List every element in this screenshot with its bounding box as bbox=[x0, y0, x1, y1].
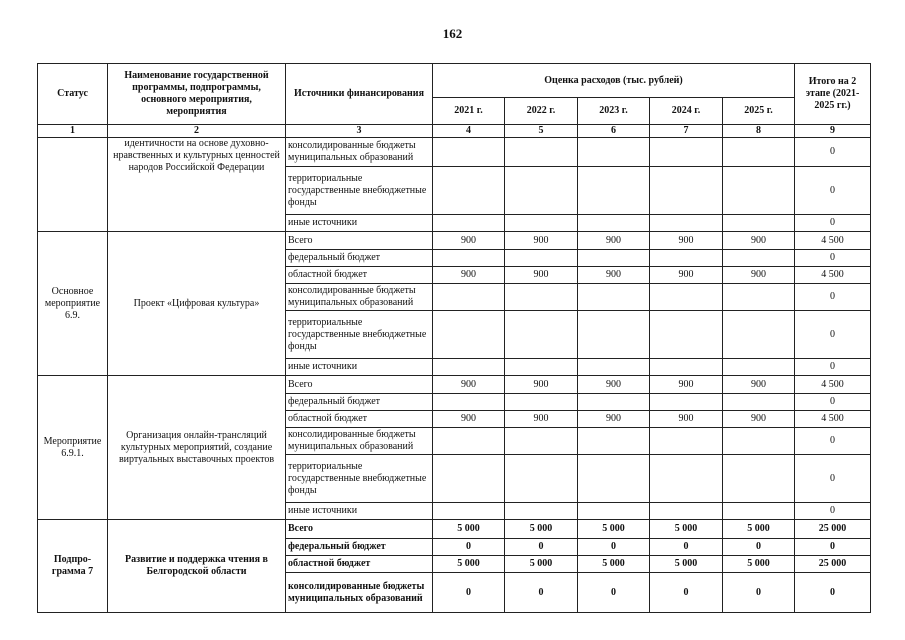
funding-source-cell: областной бюджет bbox=[286, 267, 433, 284]
column-number: 3 bbox=[286, 125, 433, 138]
funding-source-cell: консолидированные бюджеты муниципальных образований bbox=[286, 573, 433, 613]
funding-source-cell: консолидированные бюджеты муниципальных образований bbox=[286, 284, 433, 311]
year-value-cell bbox=[723, 428, 795, 455]
year-value-cell bbox=[505, 503, 578, 520]
column-number: 7 bbox=[650, 125, 723, 138]
year-value-cell bbox=[723, 359, 795, 376]
year-value-cell: 0 bbox=[578, 573, 650, 613]
table-body bbox=[38, 125, 871, 613]
header-year: 2025 г. bbox=[723, 98, 795, 125]
year-value-cell: 900 bbox=[650, 267, 723, 284]
total-value-cell: 4 500 bbox=[795, 411, 871, 428]
year-value-cell bbox=[723, 138, 795, 167]
year-value-cell: 900 bbox=[505, 376, 578, 394]
year-value-cell bbox=[723, 311, 795, 359]
year-value-cell bbox=[578, 284, 650, 311]
year-value-cell bbox=[650, 138, 723, 167]
year-value-cell: 900 bbox=[433, 376, 505, 394]
program-name-cell: Организация онлайн-трансляций культурных мероприятий, создание виртуальных выставочных проектов bbox=[108, 376, 286, 520]
total-value-cell: 0 bbox=[795, 455, 871, 503]
funding-source-cell: Всего bbox=[286, 520, 433, 539]
year-value-cell bbox=[578, 503, 650, 520]
program-name-cell: Развитие и поддержка чтения в Белгородской области bbox=[108, 520, 286, 613]
year-value-cell bbox=[723, 167, 795, 215]
year-value-cell bbox=[433, 503, 505, 520]
header-year: 2024 г. bbox=[650, 98, 723, 125]
year-value-cell: 0 bbox=[505, 573, 578, 613]
year-value-cell: 5 000 bbox=[433, 556, 505, 573]
header-estimate: Оценка расходов (тыс. рублей) bbox=[433, 64, 795, 98]
funding-source-cell: Всего bbox=[286, 376, 433, 394]
column-number: 8 bbox=[723, 125, 795, 138]
year-value-cell: 900 bbox=[578, 376, 650, 394]
year-value-cell bbox=[650, 311, 723, 359]
funding-source-cell: территориальные государственные внебюджетные фонды bbox=[286, 311, 433, 359]
year-value-cell bbox=[433, 284, 505, 311]
year-value-cell bbox=[723, 250, 795, 267]
year-value-cell bbox=[650, 250, 723, 267]
year-value-cell bbox=[578, 428, 650, 455]
funding-source-cell: территориальные государственные внебюджетные фонды bbox=[286, 455, 433, 503]
year-value-cell bbox=[505, 167, 578, 215]
funding-source-cell: Всего bbox=[286, 232, 433, 250]
status-cell: Мероприятие 6.9.1. bbox=[38, 376, 108, 520]
total-value-cell: 0 bbox=[795, 167, 871, 215]
year-value-cell bbox=[433, 455, 505, 503]
total-value-cell: 0 bbox=[795, 573, 871, 613]
year-value-cell: 0 bbox=[433, 539, 505, 556]
funding-source-cell: консолидированные бюджеты муниципальных образований bbox=[286, 428, 433, 455]
total-value-cell: 4 500 bbox=[795, 267, 871, 284]
year-value-cell: 5 000 bbox=[650, 556, 723, 573]
year-value-cell: 900 bbox=[433, 232, 505, 250]
year-value-cell: 900 bbox=[578, 267, 650, 284]
year-value-cell bbox=[433, 394, 505, 411]
year-value-cell bbox=[650, 284, 723, 311]
year-value-cell bbox=[505, 394, 578, 411]
total-value-cell: 25 000 bbox=[795, 556, 871, 573]
year-value-cell bbox=[723, 215, 795, 232]
year-value-cell bbox=[505, 250, 578, 267]
status-cell: Основное мероприятие 6.9. bbox=[38, 232, 108, 376]
year-value-cell: 0 bbox=[578, 539, 650, 556]
year-value-cell: 0 bbox=[723, 573, 795, 613]
funding-source-cell: консолидированные бюджеты муниципальных образований bbox=[286, 138, 433, 167]
header-year: 2023 г. bbox=[578, 98, 650, 125]
total-value-cell: 4 500 bbox=[795, 232, 871, 250]
total-value-cell: 0 bbox=[795, 215, 871, 232]
year-value-cell: 900 bbox=[578, 232, 650, 250]
column-number: 2 bbox=[108, 125, 286, 138]
year-value-cell: 5 000 bbox=[723, 556, 795, 573]
year-value-cell: 5 000 bbox=[505, 520, 578, 539]
status-cell: Подпро-грамма 7 bbox=[38, 520, 108, 613]
year-value-cell: 5 000 bbox=[650, 520, 723, 539]
total-value-cell: 0 bbox=[795, 284, 871, 311]
column-number: 9 bbox=[795, 125, 871, 138]
total-value-cell: 0 bbox=[795, 250, 871, 267]
year-value-cell bbox=[505, 215, 578, 232]
header-name: Наименование государственной программы, подпрограммы, основного мероприятия, мероприятия bbox=[108, 64, 286, 125]
column-number: 1 bbox=[38, 125, 108, 138]
table-row bbox=[38, 376, 871, 394]
funding-source-cell: областной бюджет bbox=[286, 556, 433, 573]
year-value-cell bbox=[578, 215, 650, 232]
year-value-cell: 900 bbox=[650, 411, 723, 428]
year-value-cell: 900 bbox=[650, 232, 723, 250]
column-number-row bbox=[38, 125, 871, 138]
column-number: 5 bbox=[505, 125, 578, 138]
year-value-cell: 900 bbox=[723, 232, 795, 250]
year-value-cell bbox=[578, 359, 650, 376]
year-value-cell: 5 000 bbox=[505, 556, 578, 573]
total-value-cell: 0 bbox=[795, 428, 871, 455]
year-value-cell: 5 000 bbox=[578, 520, 650, 539]
year-value-cell: 900 bbox=[578, 411, 650, 428]
year-value-cell: 900 bbox=[723, 267, 795, 284]
year-value-cell bbox=[578, 311, 650, 359]
total-value-cell: 0 bbox=[795, 394, 871, 411]
year-value-cell: 900 bbox=[505, 232, 578, 250]
year-value-cell bbox=[578, 455, 650, 503]
total-value-cell: 0 bbox=[795, 539, 871, 556]
year-value-cell: 900 bbox=[723, 411, 795, 428]
year-value-cell bbox=[505, 428, 578, 455]
year-value-cell bbox=[433, 250, 505, 267]
year-value-cell: 900 bbox=[505, 411, 578, 428]
year-value-cell: 0 bbox=[650, 539, 723, 556]
year-value-cell bbox=[505, 455, 578, 503]
year-value-cell bbox=[650, 428, 723, 455]
column-number: 6 bbox=[578, 125, 650, 138]
year-value-cell: 0 bbox=[723, 539, 795, 556]
total-value-cell: 0 bbox=[795, 503, 871, 520]
year-value-cell: 5 000 bbox=[433, 520, 505, 539]
year-value-cell bbox=[723, 455, 795, 503]
program-name-cell: Проект «Цифровая культура» bbox=[108, 232, 286, 376]
total-value-cell: 25 000 bbox=[795, 520, 871, 539]
year-value-cell bbox=[578, 138, 650, 167]
header-total: Итого на 2 этапе (2021-2025 гг.) bbox=[795, 64, 871, 125]
year-value-cell bbox=[433, 215, 505, 232]
header-source: Источники финансирования bbox=[286, 64, 433, 125]
table-row bbox=[38, 232, 871, 250]
year-value-cell: 900 bbox=[723, 376, 795, 394]
funding-source-cell: территориальные государственные внебюджетные фонды bbox=[286, 167, 433, 215]
total-value-cell: 4 500 bbox=[795, 376, 871, 394]
year-value-cell: 5 000 bbox=[578, 556, 650, 573]
year-value-cell bbox=[650, 359, 723, 376]
column-number: 4 bbox=[433, 125, 505, 138]
program-name-cell: идентичности на основе духовно-нравственных и культурных ценностей народов Российской Федерации bbox=[108, 138, 286, 232]
table-row bbox=[38, 520, 871, 539]
budget-table bbox=[37, 63, 871, 613]
year-value-cell bbox=[650, 394, 723, 411]
year-value-cell bbox=[723, 394, 795, 411]
total-value-cell: 0 bbox=[795, 138, 871, 167]
year-value-cell bbox=[578, 250, 650, 267]
page-number: 162 bbox=[442, 26, 463, 41]
year-value-cell bbox=[433, 167, 505, 215]
year-value-cell bbox=[650, 215, 723, 232]
year-value-cell bbox=[650, 167, 723, 215]
year-value-cell: 5 000 bbox=[723, 520, 795, 539]
status-cell bbox=[38, 138, 108, 232]
header-year: 2021 г. bbox=[433, 98, 505, 125]
year-value-cell bbox=[505, 284, 578, 311]
year-value-cell: 900 bbox=[650, 376, 723, 394]
year-value-cell bbox=[650, 455, 723, 503]
year-value-cell bbox=[578, 394, 650, 411]
year-value-cell: 900 bbox=[433, 267, 505, 284]
year-value-cell bbox=[433, 359, 505, 376]
header-year: 2022 г. bbox=[505, 98, 578, 125]
year-value-cell: 0 bbox=[433, 573, 505, 613]
funding-source-cell: федеральный бюджет bbox=[286, 539, 433, 556]
funding-source-cell: федеральный бюджет bbox=[286, 250, 433, 267]
year-value-cell bbox=[505, 138, 578, 167]
year-value-cell bbox=[433, 428, 505, 455]
year-value-cell: 0 bbox=[505, 539, 578, 556]
funding-source-cell: иные источники bbox=[286, 359, 433, 376]
funding-source-cell: иные источники bbox=[286, 215, 433, 232]
year-value-cell bbox=[433, 138, 505, 167]
year-value-cell: 0 bbox=[650, 573, 723, 613]
year-value-cell: 900 bbox=[433, 411, 505, 428]
year-value-cell bbox=[723, 284, 795, 311]
table-row bbox=[38, 138, 871, 167]
header-status: Статус bbox=[38, 64, 108, 125]
funding-source-cell: областной бюджет bbox=[286, 411, 433, 428]
year-value-cell bbox=[723, 503, 795, 520]
year-value-cell bbox=[578, 167, 650, 215]
year-value-cell bbox=[505, 359, 578, 376]
year-value-cell bbox=[433, 311, 505, 359]
funding-source-cell: федеральный бюджет bbox=[286, 394, 433, 411]
funding-source-cell: иные источники bbox=[286, 503, 433, 520]
year-value-cell: 900 bbox=[505, 267, 578, 284]
total-value-cell: 0 bbox=[795, 311, 871, 359]
total-value-cell: 0 bbox=[795, 359, 871, 376]
year-value-cell bbox=[650, 503, 723, 520]
year-value-cell bbox=[505, 311, 578, 359]
